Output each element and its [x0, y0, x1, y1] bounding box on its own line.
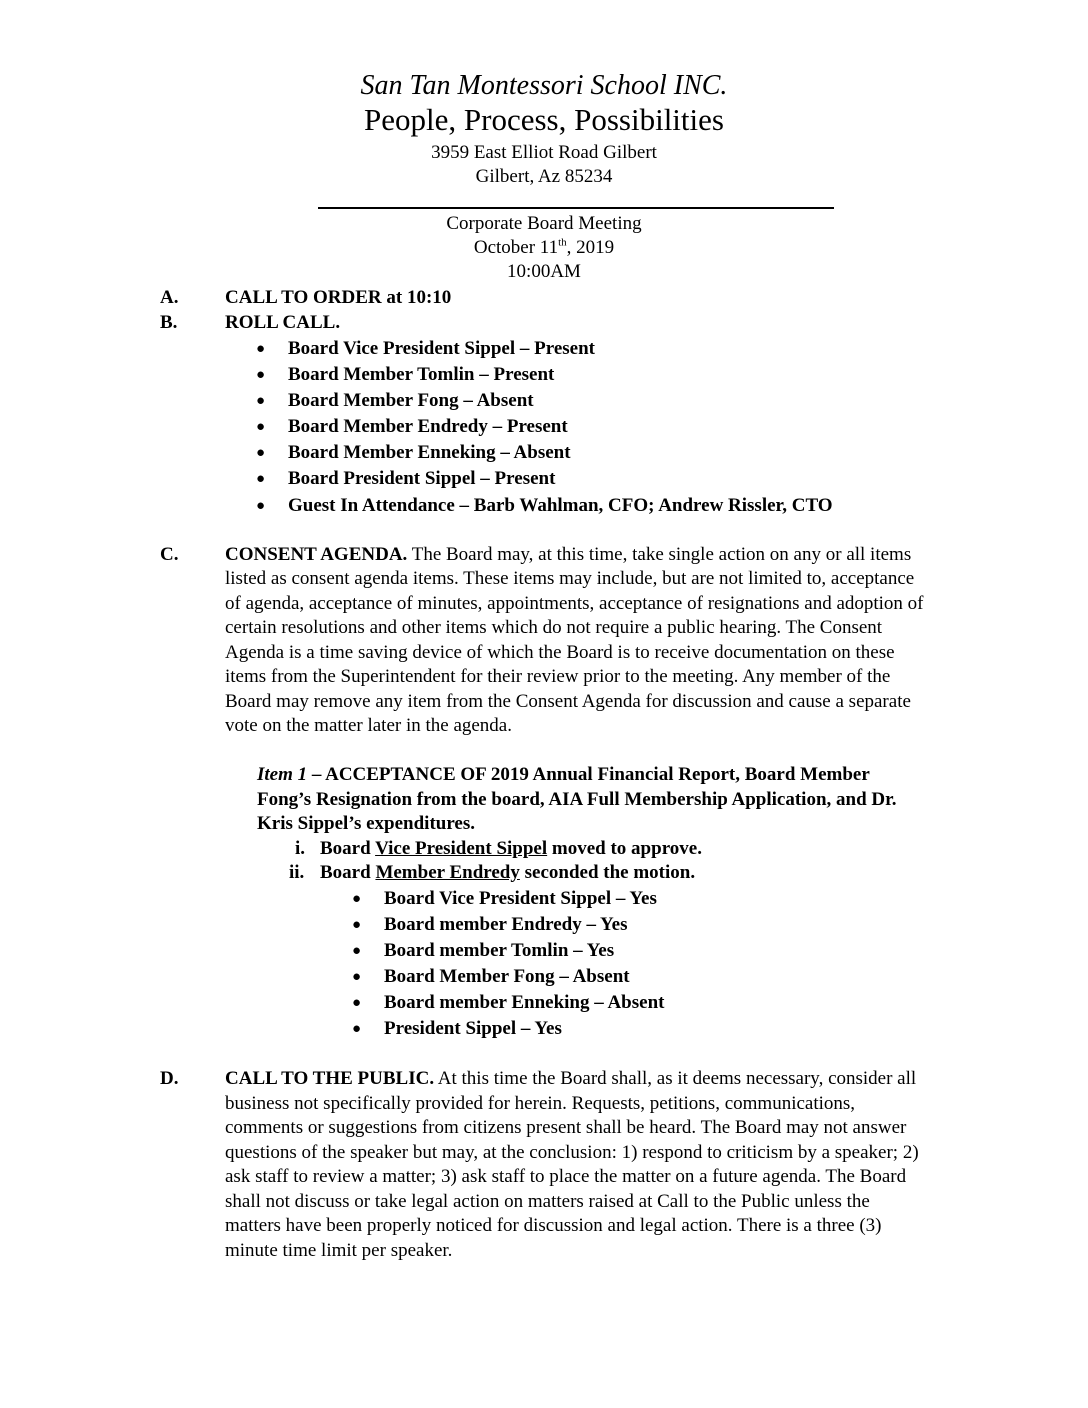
bullet-icon: ● — [256, 393, 266, 409]
bullet-icon: ● — [256, 445, 266, 461]
second-suffix: seconded the motion. — [519, 862, 696, 883]
section-d-letter: D. — [160, 1068, 179, 1089]
section-c-line: of agenda, acceptance of minutes, appointments, acceptance of resignations and adoption of — [225, 593, 924, 614]
list-item: Board member Endredy – Yes — [384, 914, 628, 935]
section-d-line: questions of the speaker but may, at the conclusion: 1) respond to criticism by a speaker; 2) — [225, 1142, 919, 1163]
second-seconder: Member Endredy — [375, 862, 520, 883]
school-name: San Tan Montessori School INC. — [360, 70, 728, 101]
item-1-title-line-1 — [257, 763, 870, 787]
section-c-line: listed as consent agenda items. These items may include, but are not limited to, acceptance — [225, 568, 915, 589]
bullet-icon: ● — [352, 917, 362, 933]
bullet-icon: ● — [352, 969, 362, 985]
section-d-line-1 — [225, 1067, 916, 1091]
second-text — [320, 861, 695, 885]
section-a-letter: A. — [160, 287, 179, 308]
item-1-title-line-2: Fong’s Resignation from the board, AIA Full Membership Application, and Dr. — [257, 789, 897, 810]
list-item: Guest In Attendance – Barb Wahlman, CFO; Andrew Rissler, CTO — [288, 495, 833, 516]
section-c-heading: CONSENT AGENDA. — [225, 544, 408, 565]
motion-text — [320, 837, 702, 861]
meeting-date-suffix: , 2019 — [566, 237, 615, 258]
section-b-letter: B. — [160, 312, 178, 333]
list-item: Board Member Enneking – Absent — [288, 442, 571, 463]
section-c-line: certain resolutions and other items which do not require a public hearing. The Consent — [225, 617, 883, 638]
section-d-line: business not specifically provided for herein. Requests, petitions, communications, — [225, 1093, 856, 1114]
section-c-line: vote on the matter later in the agenda. — [225, 715, 512, 736]
bullet-icon: ● — [352, 995, 362, 1011]
section-d-line: minute time limit per speaker. — [225, 1240, 453, 1261]
bullet-icon: ● — [352, 943, 362, 959]
motion-prefix: Board — [320, 838, 376, 859]
section-c-text: The Board may, at this time, take single action on any or all items — [407, 544, 912, 565]
bullet-icon: ● — [256, 341, 266, 357]
second-prefix: Board — [320, 862, 376, 883]
list-item: Board Vice President Sippel – Yes — [384, 888, 657, 909]
meeting-time: 10:00AM — [507, 261, 581, 282]
section-d-line: matters have been properly noticed for discussion and legal action. There is a three (3) — [225, 1215, 882, 1236]
section-a-heading: CALL TO ORDER at 10:10 — [225, 287, 452, 308]
meeting-title: Corporate Board Meeting — [446, 213, 642, 234]
list-item: Board Member Tomlin – Present — [288, 364, 555, 385]
bullet-icon: ● — [352, 1021, 362, 1037]
section-c-line: items from the Superintendent for their review prior to the meeting. Any member of the — [225, 666, 891, 687]
section-d-text: At this time the Board shall, as it deems necessary, consider all — [434, 1068, 917, 1089]
section-c-line-1 — [225, 543, 911, 567]
motion-mover: Vice President Sippel — [375, 838, 548, 859]
bullet-icon: ● — [256, 367, 266, 383]
list-item: Board Vice President Sippel – Present — [288, 338, 595, 359]
section-d-line: ask staff to review a matter; 3) ask staff to place the matter on a future agenda. The Board — [225, 1166, 907, 1187]
section-c-line: Board may remove any item from the Consent Agenda for discussion and cause a separate — [225, 691, 911, 712]
address-line-1: 3959 East Elliot Road Gilbert — [431, 142, 657, 163]
section-d-line: comments or suggestions from citizens present shall be heard. The Board may not answer — [225, 1117, 907, 1138]
item-1-title-line-3: Kris Sippel’s expenditures. — [257, 813, 475, 834]
section-d-heading: CALL TO THE PUBLIC. — [225, 1068, 435, 1089]
section-d-line: shall not discuss or take legal action on matters raised at Call to the Public unless the — [225, 1191, 870, 1212]
bullet-icon: ● — [256, 471, 266, 487]
bullet-icon: ● — [256, 419, 266, 435]
list-item: Board member Tomlin – Yes — [384, 940, 615, 961]
list-item: Board President Sippel – Present — [288, 468, 556, 489]
section-c-line: Agenda is a time saving device of which the Board is to receive documentation on these — [225, 642, 895, 663]
header-divider — [318, 207, 834, 209]
motion-number: i. — [295, 838, 306, 859]
address-line-2: Gilbert, Az 85234 — [475, 166, 613, 187]
item-1-title-text: – ACCEPTANCE OF 2019 Annual Financial Report, Board Member — [307, 764, 870, 785]
bullet-icon: ● — [256, 498, 266, 514]
item-1-label: Item 1 — [257, 764, 308, 785]
meeting-date-ordinal: th — [558, 236, 567, 249]
motion-suffix: moved to approve. — [547, 838, 702, 859]
section-c-letter: C. — [160, 544, 179, 565]
list-item: Board Member Fong – Absent — [288, 390, 534, 411]
tagline: People, Process, Possibilities — [364, 102, 724, 137]
section-b-heading: ROLL CALL. — [225, 312, 341, 333]
list-item: Board Member Endredy – Present — [288, 416, 568, 437]
list-item: President Sippel – Yes — [384, 1018, 562, 1039]
bullet-icon: ● — [352, 891, 362, 907]
list-item: Board member Enneking – Absent — [384, 992, 665, 1013]
meeting-date — [0, 237, 1088, 259]
list-item: Board Member Fong – Absent — [384, 966, 630, 987]
second-number: ii. — [289, 862, 305, 883]
meeting-date-prefix: October 11 — [473, 237, 559, 258]
